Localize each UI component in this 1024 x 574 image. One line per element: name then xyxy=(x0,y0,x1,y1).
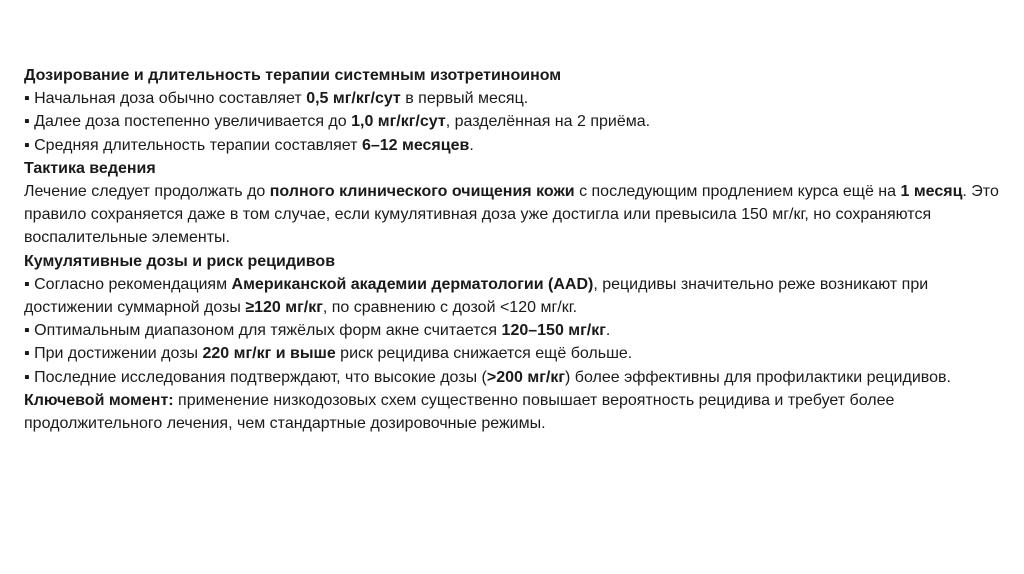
key-point-paragraph xyxy=(24,389,1004,435)
text-emphasis: 6–12 месяцев xyxy=(361,136,470,154)
cumulative-heading: Кумулятивные дозы и риск рецидивов xyxy=(24,252,336,270)
dosing-bullet-increase xyxy=(24,110,1004,133)
cumulative-bullet-aad xyxy=(24,273,1004,319)
dosing-bullet-duration xyxy=(24,134,1004,157)
text-emphasis: ≥120 мг/кг xyxy=(245,299,323,317)
cumulative-bullet-optimal xyxy=(24,319,1004,342)
text-emphasis: 1 месяц xyxy=(900,183,963,201)
text-emphasis: 220 мг/кг и выше xyxy=(202,345,336,363)
text-segment: в первый месяц. xyxy=(400,90,529,108)
text-segment: ▪ Последние исследования подтверждают, что высокие дозы ( xyxy=(24,368,487,386)
text-segment: применение низкодозовых схем существенно повышает вероятность рецидива и требует более продолжительного лечения, чем стандартные дозировочные режимы. xyxy=(24,391,895,433)
text-emphasis: Американской академии дерматологии (AAD) xyxy=(231,275,594,293)
text-segment: ) более эффективны для профилактики рецидивов. xyxy=(565,368,951,386)
slide-text-block xyxy=(24,64,1004,435)
text-segment: , по сравнению с дозой <120 мг/кг. xyxy=(322,299,578,317)
text-segment: ▪ Начальная доза обычно составляет xyxy=(24,90,307,108)
text-segment: , разделённая на 2 приёма. xyxy=(445,113,651,131)
cumulative-bullet-studies xyxy=(24,366,1004,389)
text-segment: . Это правило сохраняется даже в том случае, если кумулятивная доза уже достигла или превысила 150 мг/кг, но сохраняются воспалительные элементы. xyxy=(24,183,999,247)
text-segment: . xyxy=(605,322,611,340)
dosing-heading: Дозирование и длительность терапии системным изотретиноином xyxy=(24,67,562,84)
key-point-label: Ключевой момент: xyxy=(24,391,174,409)
text-segment: ▪ Далее доза постепенно увеличивается до xyxy=(24,113,352,131)
text-emphasis: 1,0 мг/кг/сут xyxy=(351,113,446,131)
text-segment: . xyxy=(469,136,474,154)
cumulative-bullet-220 xyxy=(24,342,1004,365)
text-segment: , рецидивы значительно реже возникают при достижении суммарной дозы xyxy=(24,275,929,317)
text-segment: ▪ При достижении дозы xyxy=(24,345,203,363)
text-segment: риск рецидива снижается ещё больше. xyxy=(335,345,633,363)
text-segment: Лечение следует продолжать до xyxy=(24,183,270,201)
tactics-heading: Тактика ведения xyxy=(24,159,156,177)
text-segment: с последующим продлением курса ещё на xyxy=(574,183,901,201)
text-segment: ▪ Оптимальным диапазоном для тяжёлых форм акне считается xyxy=(24,322,502,340)
tactics-paragraph xyxy=(24,180,1004,250)
text-segment: ▪ Средняя длительность терапии составляет xyxy=(24,136,362,154)
text-emphasis: >200 мг/кг xyxy=(486,368,565,386)
dosing-bullet-initial-dose xyxy=(24,87,1004,110)
text-emphasis: 120–150 мг/кг xyxy=(501,322,606,340)
text-emphasis: полного клинического очищения кожи xyxy=(269,183,575,201)
text-emphasis: 0,5 мг/кг/сут xyxy=(306,90,401,108)
text-segment: ▪ Согласно рекомендациям xyxy=(24,275,232,293)
